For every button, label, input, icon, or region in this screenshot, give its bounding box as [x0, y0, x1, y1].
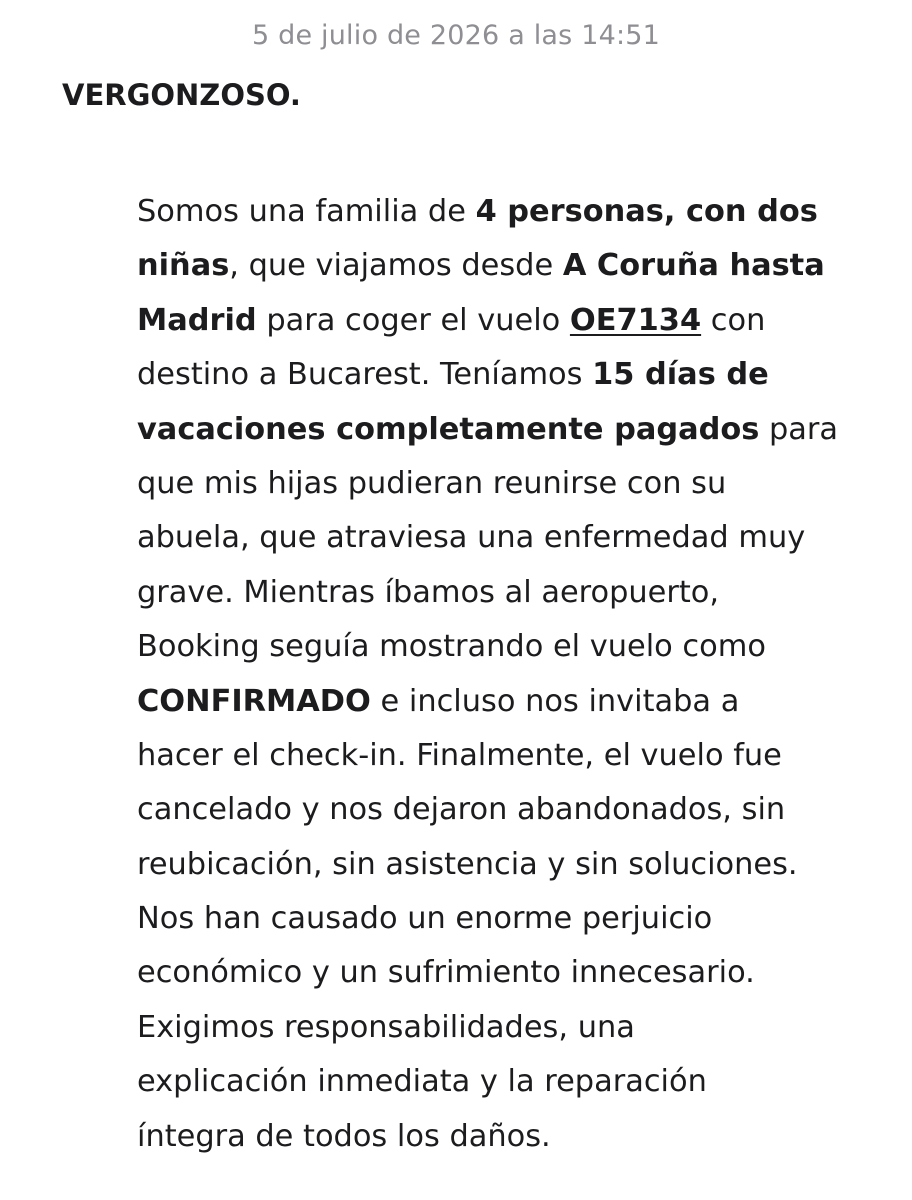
body-line: grave. Mientras íbamos al aeropuerto,	[137, 574, 719, 610]
message-title: VERGONZOSO.	[62, 78, 301, 112]
body-line: Exigimos responsabilidades, una	[137, 1009, 635, 1045]
message-body	[137, 185, 897, 1164]
text-span: Somos una familia de	[137, 194, 476, 229]
body-line: abuela, que atraviesa una enfermedad muy	[137, 520, 806, 556]
text-span: con	[701, 302, 766, 338]
bold-span: Madrid	[137, 302, 257, 338]
body-line: cancelado y nos dejaron abandonados, sin	[137, 792, 786, 828]
body-line	[137, 239, 897, 293]
body-line	[137, 403, 897, 457]
bold-span: 4 personas, con dos	[475, 194, 818, 229]
body-line: Nos han causado un enorme perjuicio	[137, 901, 713, 937]
text-span: para coger el vuelo	[256, 302, 570, 338]
body-line	[137, 185, 897, 239]
body-line	[137, 294, 897, 348]
bold-span: 15 días de	[592, 357, 769, 393]
flight-number-link[interactable]: OE7134	[569, 302, 702, 338]
bold-span: A Coruña hasta	[562, 248, 825, 284]
body-line	[137, 348, 897, 402]
body-line: económico y un sufrimiento innecesario.	[137, 955, 755, 991]
body-line: reubicación, sin asistencia y sin soluciones.	[137, 846, 798, 882]
text-span: para	[759, 411, 839, 447]
timestamp: 5 de julio de 2026 a las 14:51	[251, 20, 661, 51]
body-line: que mis hijas pudieran reunirse con su	[137, 465, 727, 501]
text-span: e incluso nos invitaba a	[370, 683, 740, 719]
body-line	[137, 675, 897, 729]
text-span: destino a Bucarest. Teníamos	[137, 357, 593, 393]
body-line: Booking seguía mostrando el vuelo como	[137, 629, 766, 665]
body-line: explicación inmediata y la reparación	[137, 1064, 707, 1100]
bold-span: niñas	[137, 248, 230, 284]
bold-span: vacaciones completamente pagados	[137, 411, 760, 447]
bold-span: CONFIRMADO	[137, 683, 371, 719]
body-line: íntegra de todos los daños.	[137, 1118, 551, 1154]
body-line: hacer el check-in. Finalmente, el vuelo fue	[137, 737, 782, 773]
text-span: , que viajamos desde	[229, 248, 563, 284]
